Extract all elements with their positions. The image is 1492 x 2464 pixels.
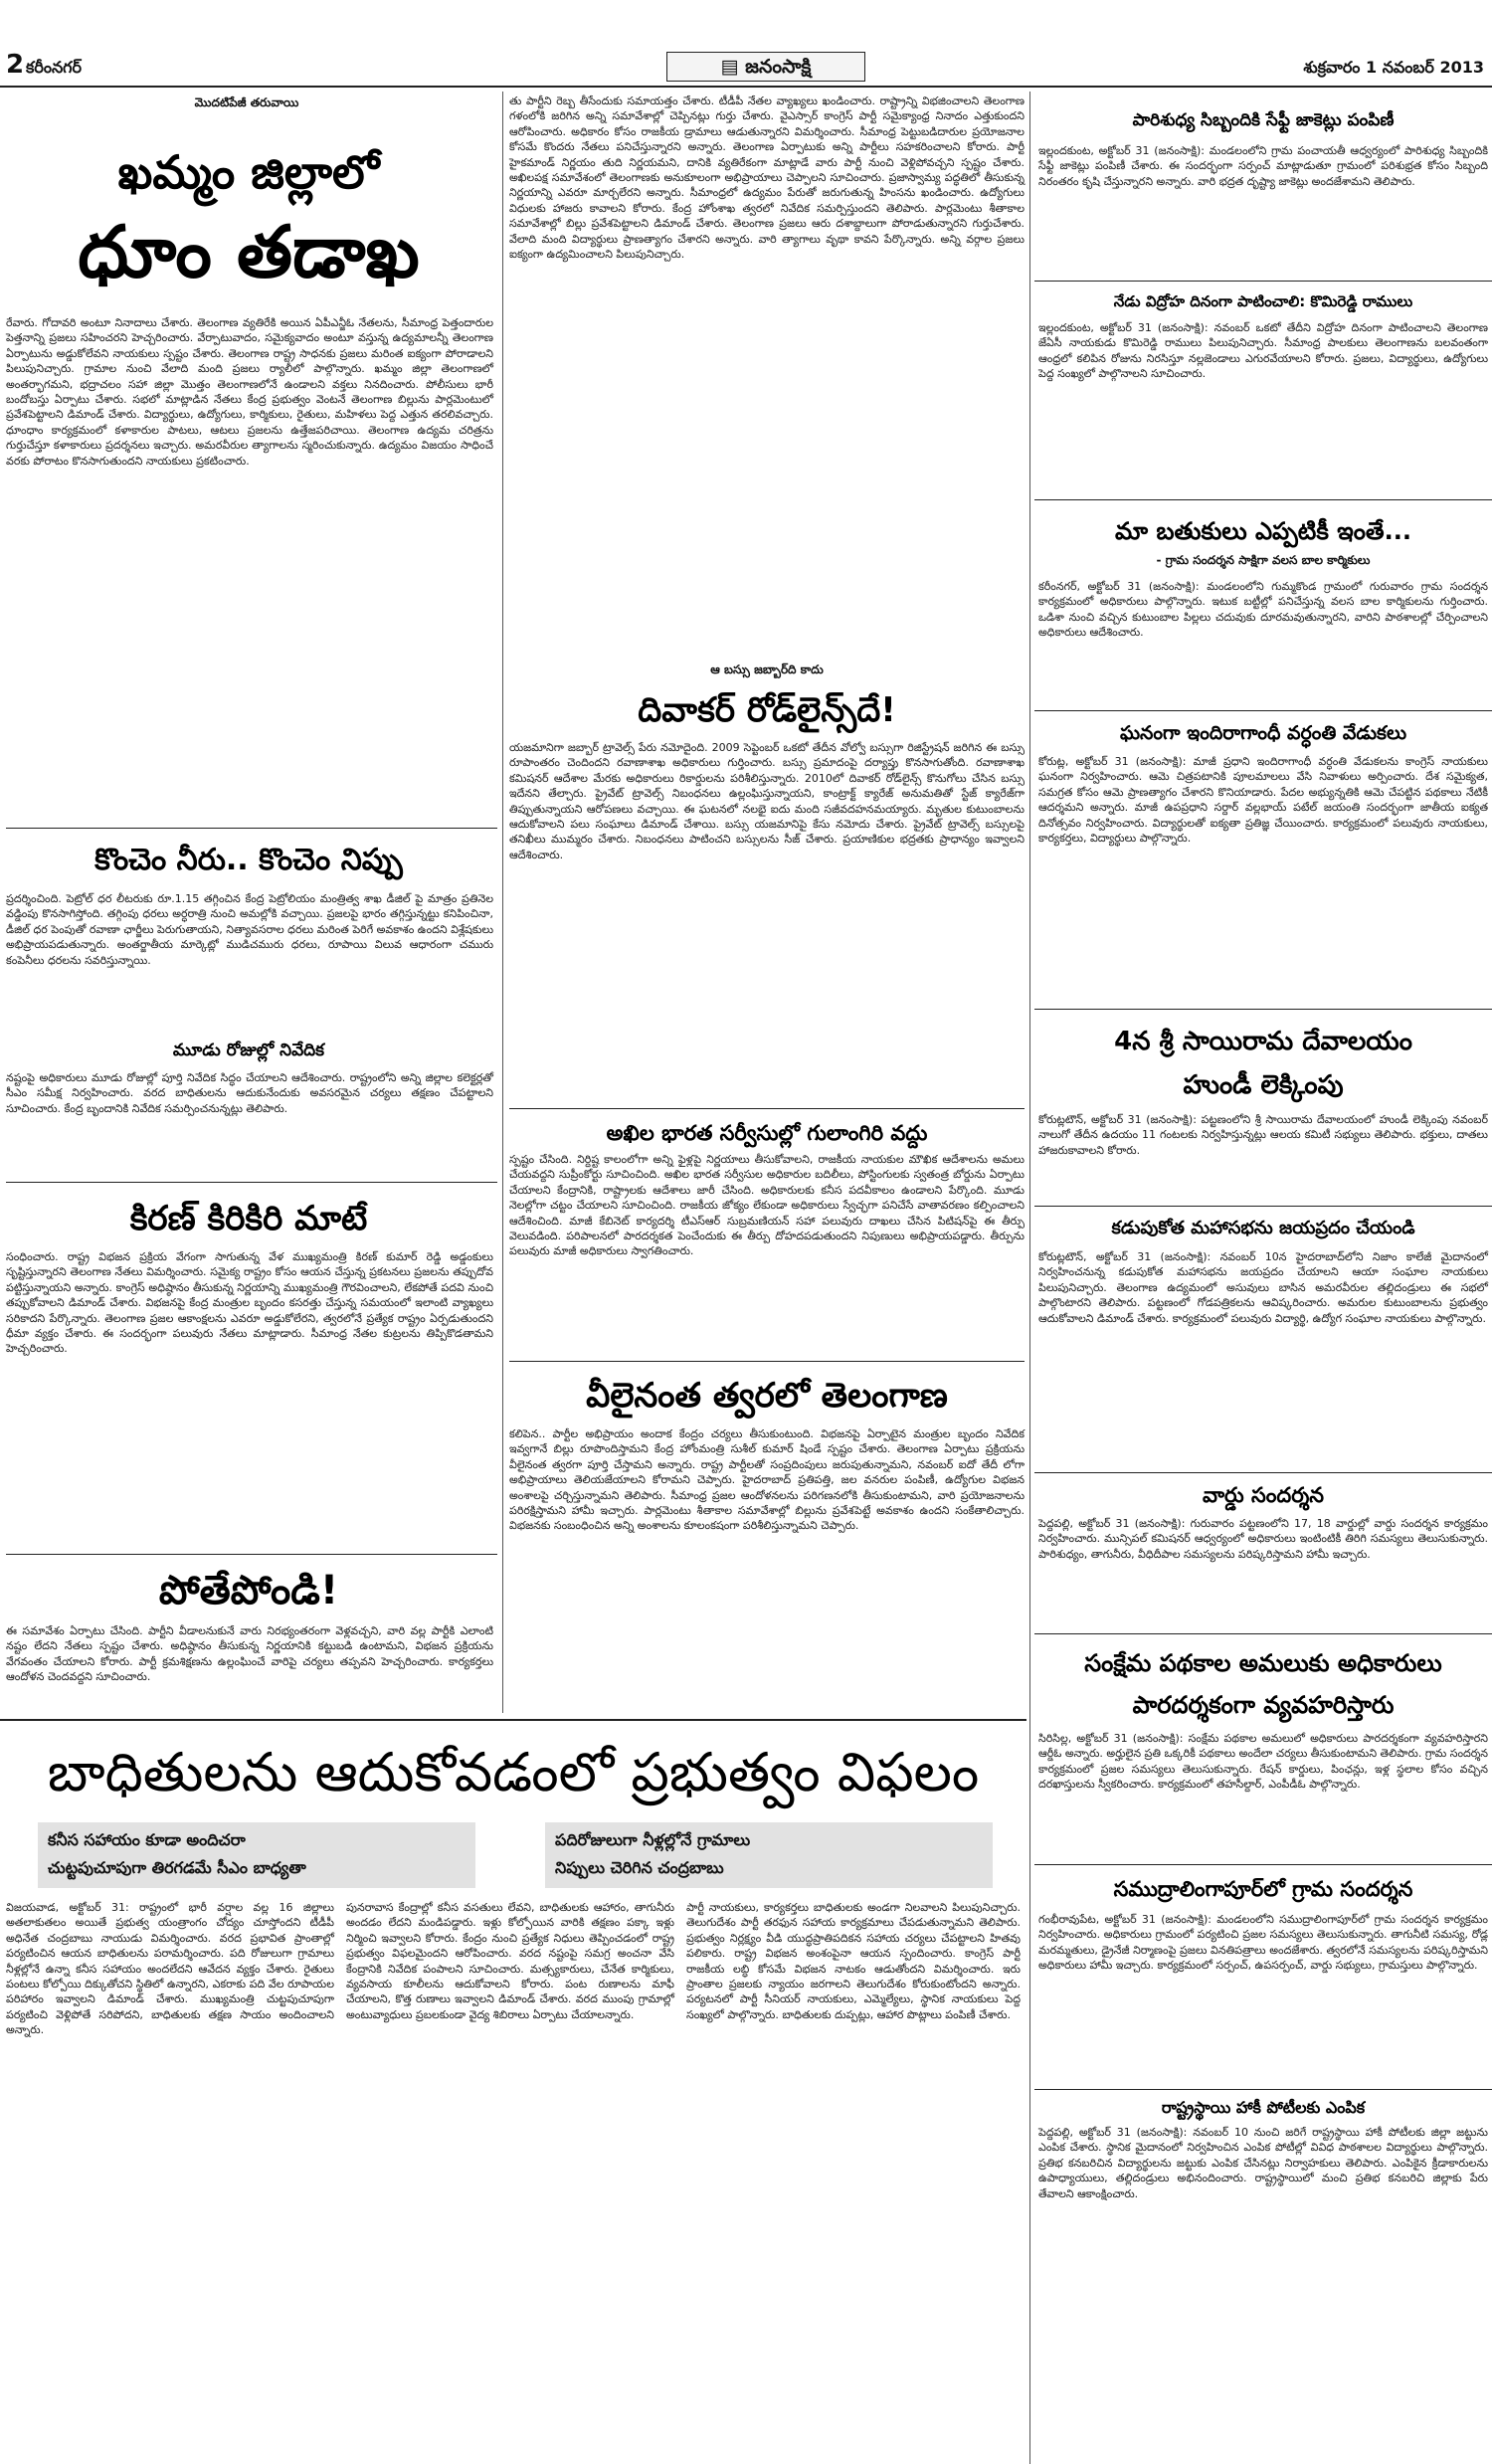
story-headline-line1: 4న శ్రీ సాయిరామ దేవాలయం <box>1114 1027 1412 1056</box>
story-body: కరీంనగర్, అక్టోబర్ 31 (జనంసాక్షి): మండలంలోని గుమ్మకొండ గ్రామంలో గురువారం గ్రామ సందర్శన కార్యక్రమంలో అధికారులు పాల్గొన్నారు. ఇటుక బట్టీల్లో పనిచేస్తున్న వలస బాల కార్మికులను గుర్తించారు. ఒడిశా నుంచి వచ్చిన కుటుంబాల పిల్లలు చదువుకు దూరమవుతున్నారని, వారిని పాఠశాలల్లో చేర్పించాలని అధికారులు ఆదేశించారు. <box>1038 580 1488 640</box>
article-pothepondi <box>0 1558 497 1713</box>
article-subhead: మూడు రోజుల్లో నివేదిక <box>172 1041 325 1060</box>
story-headline-line2: హుండీ లెక్కింపు <box>1183 1070 1344 1100</box>
article-kicker: ఆ బస్సు జబ్బార్‌ది కాదు <box>710 663 824 676</box>
story-headline: పారిశుధ్య సిబ్బందికి సేఫ్టీ జాకెట్లు పంపిణీ <box>1132 110 1395 130</box>
story-hundi-counting <box>1034 1011 1492 1206</box>
article-bus <box>507 661 1026 1108</box>
article-body: సంధించారు. రాష్ట్ర విభజన ప్రక్రియ వేగంగా సాగుతున్న వేళ ముఖ్యమంత్రి కిరణ్ కుమార్ రెడ్డి అడ్డంకులు సృష్టిస్తున్నారని తెలంగాణ నేతలు విమర్శించారు. సమైక్య రాష్ట్రం కోసం ఆయన చేస్తున్న ప్రకటనలు ప్రజలను తప్పుదోవ పట్టిస్తున్నాయని అన్నారు. కాంగ్రెస్ అధిష్ఠానం తీసుకున్న నిర్ణయాన్ని ముఖ్యమంత్రి గౌరవించాలని, లేకపోతే పదవి నుంచి తప్పుకోవాలని డిమాండ్ చేశారు. విభజనపై కేంద్ర మంత్రుల బృందం కసరత్తు చేస్తున్న సమయంలో ఇలాంటి వ్యాఖ్యలు సరికాదని పేర్కొన్నారు. తెలంగాణ ప్రజల ఆకాంక్షలను ఎవరూ అడ్డుకోలేరని, త్వరలోనే ప్రత్యేక రాష్ట్రం ఏర్పడుతుందని ధీమా వ్యక్తం చేశారు. ఈ సందర్భంగా పలువురు నేతలు మాట్లాడారు. సీమాంధ్ర నేతల కుట్రలను తిప్పికొడతామని హెచ్చరించారు. <box>6 1250 493 1356</box>
lead-subhead-box-left <box>38 1822 475 1888</box>
lead-subhead-line: కనీస సహాయం కూడా అందిచరా <box>48 1830 246 1849</box>
story-subhead: - గ్రామ సందర్శన సాక్షిగా వలస బాల కార్మికులు <box>1156 553 1371 567</box>
lead-headline: బాధితులను ఆదుకోవడంలో ప్రభుత్వం విఫలం <box>47 1741 980 1803</box>
story-headline-line2: పారదర్శకంగా వ్యవహరిస్తారు <box>1132 1691 1395 1719</box>
article-petrol <box>0 832 497 1090</box>
story-headline: రాష్ట్రస్థాయి హాకీ పోటీలకు ఎంపిక <box>1161 2098 1366 2117</box>
masthead <box>0 0 1492 80</box>
lead-subhead-line: పదిరోజులుగా నీళ్లల్లోనే గ్రామాలు <box>555 1830 751 1849</box>
article-body: రేవారు. గోదావరి అంటూ నినాదాలు చేశారు. తెలంగాణ వ్యతిరేకి అయిన ఏపీఎన్జీఓ నేతలను, సీమాంధ్ర పెత్తందారుల పెత్తనాన్ని ప్రజలు సహించరని హెచ్చరించారు. వేర్పాటువాదం, సమైక్యవాదం అంటూ వస్తున్న ఉద్యమాలన్నీ తెలంగాణ ఏర్పాటును అడ్డుకోలేవని నాయకులు స్పష్టం చేశారు. తెలంగాణ రాష్ట్ర సాధనకు ప్రజలు మరింత ఐక్యంగా పోరాడాలని పిలుపునిచ్చారు. గ్రామాల నుంచి వేలాది మంది ప్రజలు ర్యాలీలో పాల్గొన్నారు. ఖమ్మం జిల్లా తెలంగాణలో అంతర్భాగమని, భద్రాచలం సహా జిల్లా మొత్తం తెలంగాణలోనే ఉండాలని వక్తలు నినదించారు. పోలీసులు భారీ బందోబస్తు ఏర్పాటు చేశారు. సభలో మాట్లాడిన నేతలు కేంద్ర ప్రభుత్వం వెంటనే తెలంగాణ బిల్లును పార్లమెంటులో ప్రవేశపెట్టాలని డిమాండ్ చేశారు. విద్యార్థులు, ఉద్యోగులు, కార్మికులు, రైతులు, మహిళలు పెద్ద ఎత్తున తరలివచ్చారు. ధూంధాం కార్యక్రమంలో కళాకారుల పాటలు, ఆటలు ప్రజలను ఉత్తేజపరిచాయి. తెలంగాణ ఉద్యమ చరిత్రను గుర్తుచేస్తూ కళాకారులు ప్రదర్శనలు ఇచ్చారు. అమరవీరుల త్యాగాలను స్మరించుకున్నారు. ఉద్యమం విజయం సాధించే వరకు పోరాటం కొనసాగుతుందని నాయకులు ప్రకటించారు. <box>6 316 493 468</box>
story-body: ఇల్లందకుంట, అక్టోబర్ 31 (జనంసాక్షి): నవంబర్ ఒకటో తేదీని విద్రోహ దినంగా పాటించాలని తెలంగాణ జేఏసీ నాయకుడు కొమిరెడ్డి రాములు పిలుపునిచ్చారు. సీమాంధ్ర పాలకులు తెలంగాణను బలవంతంగా ఆంధ్రలో కలిపిన రోజును నిరసిస్తూ నల్లజెండాలు ఎగురవేయాలని కోరారు. ప్రజలు, విద్యార్థులు, ఉద్యోగులు పెద్ద సంఖ్యలో పాల్గొనాలని సూచించారు. <box>1038 321 1488 381</box>
story-welfare-schemes <box>1034 1635 1492 1864</box>
lead-body-col3: పార్టీ నాయకులు, కార్యకర్తలు బాధితులకు అండగా నిలవాలని పిలుపునిచ్చారు. తెలుగుదేశం పార్టీ తరఫున సహాయ కార్యక్రమాలు చేపడుతున్నామని తెలిపారు. ప్రభుత్వం నిర్లక్ష్యం వీడి యుద్ధప్రాతిపదికన సహాయ చర్యలు చేపట్టాలని హితవు పలికారు. రాష్ట్ర విభజన అంశంపైనా ఆయన స్పందించారు. కాంగ్రెస్ పార్టీ రాజకీయ లబ్ధి కోసమే విభజన నాటకం ఆడుతోందని విమర్శించారు. ఇరు ప్రాంతాల ప్రజలకు న్యాయం జరగాలని తెలుగుదేశం కోరుకుంటోందని అన్నారు. పర్యటనలో పార్టీ సీనియర్ నాయకులు, ఎమ్మెల్యేలు, స్థానిక నాయకులు పెద్ద సంఖ్యలో పాల్గొన్నారు. బాధితులకు దుప్పట్లు, ఆహార పొట్లాలు పంపిణీ చేశారు. <box>686 1901 1021 2021</box>
story-body: పెద్దపల్లి, అక్టోబర్ 31 (జనంసాక్షి): నవంబర్ 10 నుంచి జరిగే రాష్ట్రస్థాయి హాకీ పోటీలకు జిల్లా జట్టును ఎంపిక చేశారు. స్థానిక మైదానంలో నిర్వహించిన ఎంపిక పోటీల్లో వివిధ పాఠశాలల విద్యార్థులు పాల్గొన్నారు. ప్రతిభ కనబరిచిన విద్యార్థులను జట్టుకు ఎంపిక చేసినట్లు నిర్వాహకులు తెలిపారు. ఎంపికైన క్రీడాకారులను ఉపాధ్యాయులు, తల్లిదండ్రులు అభినందించారు. రాష్ట్రస్థాయిలో మంచి ప్రతిభ కనబరిచి జిల్లాకు పేరు తేవాలని ఆకాంక్షించారు. <box>1038 2126 1488 2200</box>
story-headline: కడుపుకోత మహాసభను జయప్రదం చేయండి <box>1111 1218 1415 1238</box>
article-headline: వీలైనంత త్వరలో తెలంగాణ <box>586 1376 948 1416</box>
logo-icon: ▤ <box>720 56 746 78</box>
story-body: పెద్దపల్లి, అక్టోబర్ 31 (జనంసాక్షి): గురువారం పట్టణంలోని 17, 18 వార్డుల్లో వార్డు సందర్శన కార్యక్రమం నిర్వహించారు. మున్సిపల్ కమిషనర్ ఆధ్వర్యంలో అధికారులు ఇంటింటికీ తిరిగి సమస్యలు తెలుసుకున్నారు. పారిశుధ్యం, తాగునీరు, వీధిదీపాల సమస్యలను పరిష్కరిస్తామని హామీ ఇచ్చారు. <box>1038 1517 1488 1561</box>
story-body: ఇల్లందకుంట, అక్టోబర్ 31 (జనంసాక్షి): మండలంలోని గ్రామ పంచాయతీ ఆధ్వర్యంలో పారిశుధ్య సిబ్బందికి సేఫ్టీ జాకెట్లు పంపిణీ చేశారు. ఈ సందర్భంగా సర్పంచ్ మాట్లాడుతూ గ్రామంలో పరిశుభ్రత కోసం సిబ్బంది నిరంతరం కృషి చేస్తున్నారని అన్నారు. వారి భద్రత దృష్ట్యా జాకెట్లు అందజేశామని తెలిపారు. <box>1038 144 1488 188</box>
story-headline: నేడు విద్రోహ దినంగా పాటించాలి: కొమిరెడ్డి రాములు <box>1113 292 1413 310</box>
lead-subhead-box-right <box>545 1822 993 1888</box>
article-body: స్పష్టం చేసింది. నిర్దిష్ట కాలంలోగా అన్ని ఫైళ్లపై నిర్ణయాలు తీసుకోవాలని, రాజకీయ నాయకుల మౌఖిక ఆదేశాలను అమలు చేయవద్దని సుప్రీంకోర్టు సూచించింది. అఖిల భారత సర్వీసుల అధికారుల బదిలీలు, పోస్టింగులకు స్వతంత్ర బోర్డును ఏర్పాటు చేయాలని కేంద్రానికి, రాష్ట్రాలకు ఆదేశాలు జారీ చేసింది. అధికారులకు కనీస పదవీకాలం ఉండాలని పేర్కొంది. మూడు నెలల్లోగా చట్టం చేయాలని సూచించింది. రాజకీయ జోక్యం లేకుండా అధికారులు స్వేచ్ఛగా పనిచేసే వాతావరణం కల్పించాలని ఆదేశించింది. మాజీ కేబినెట్ కార్యదర్శి టీఎస్ఆర్ సుబ్రమణియన్ సహా పలువురు దాఖలు చేసిన పిటిషన్‌పై ఈ తీర్పు వెలువడింది. పరిపాలనలో పారదర్శకత పెంచేందుకు ఈ తీర్పు దోహదపడుతుందని నిపుణులు అభిప్రాయపడ్డారు. తీర్పును పలువురు మాజీ అధికారులు స్వాగతించారు. <box>509 1153 1025 1258</box>
section-name: కరీంనగర్ <box>26 58 83 77</box>
story-village-visit <box>1034 1866 1492 2089</box>
story-headline: మా బతుకులు ఎప్పటికీ ఇంతే... <box>1115 517 1411 545</box>
story-betrayal-day <box>1034 283 1492 499</box>
story-body: గంభీరావుపేట, అక్టోబర్ 31 (జనంసాక్షి): మండలంలోని సముద్రాలింగాపూర్‌లో గ్రామ సందర్శన కార్యక్రమం నిర్వహించారు. అధికారులు గ్రామంలో పర్యటించి ప్రజల సమస్యలు తెలుసుకున్నారు. తాగునీటి సమస్య, రోడ్ల మరమ్మతులు, డ్రైనేజీ నిర్మాణంపై ప్రజలు వినతిపత్రాలు అందజేశారు. త్వరలోనే సమస్యలను పరిష్కరిస్తామని అధికారులు హామీ ఇచ్చారు. కార్యక్రమంలో సర్పంచ్, ఉపసర్పంచ్, వార్డు సభ్యులు, గ్రామస్తులు పాల్గొన్నారు. <box>1038 1913 1488 1973</box>
lead-subhead-line: నిప్పులు చెరిగిన చంద్రబాబు <box>555 1858 724 1877</box>
article-body: ప్రదర్శించింది. పెట్రోల్ ధర లీటరుకు రూ.1.15 తగ్గించిన కేంద్ర పెట్రోలియం మంత్రిత్వ శాఖ డీజిల్ పై మాత్రం ప్రతినెల వడ్డింపు కొనసాగిస్తోంది. తగ్గింపు ధరలు అర్ధరాత్రి నుంచి అమల్లోకి వచ్చాయి. ప్రజలపై భారం తగ్గిస్తున్నట్టు కనిపించినా, డీజిల్ ధర పెంపుతో రవాణా ఛార్జీలు పెరుగుతాయని, నిత్యావసరాల ధరలు మరింత పెరిగే అవకాశం ఉందని విశ్లేషకులు అభిప్రాయపడుతున్నారు. అంతర్జాతీయ మార్కెట్లో ముడిచమురు ధరలు, రూపాయి విలువ ఆధారంగా చమురు కంపెనీలు ధరలను సవరిస్తున్నాయి. <box>6 892 493 967</box>
article-ias <box>507 1112 1026 1361</box>
story-headline: సముద్రాలింగాపూర్‌లో గ్రామ సందర్శన <box>1113 1877 1413 1901</box>
article-telangana-soon <box>507 1365 1026 1713</box>
article-headline-line2: ధూం తడాఖ <box>78 210 420 293</box>
masthead-logo <box>666 52 865 82</box>
article-headline: కిరణ్ కిరికిరి మాటే <box>129 1199 368 1238</box>
article-headline: కొంచెం నీరు.. కొంచెం నిప్పు <box>94 843 403 877</box>
story-headline-line1: సంక్షేమ పథకాల అమలుకు అధికారులు <box>1084 1649 1442 1677</box>
article-kiran <box>0 1186 497 1554</box>
article-body: యజమానిగా జబ్బార్ ట్రావెల్స్ పేరు నమోదైంది. 2009 సెప్టెంబర్ ఒకటో తేదీన వోల్వో బస్సుగా రిజిస్ట్రేషన్ జరిగిన ఈ బస్సు రూపాంతరం చెందిందని రవాణాశాఖ అధికారులు గుర్తించారు. బస్సు ప్రమాదంపై దర్యాప్తు కొనసాగుతోంది. రవాణాశాఖ కమిషనర్ ఆదేశాల మేరకు అధికారులు రికార్డులను పరిశీలిస్తున్నారు. 2010లో దివాకర్ రోడ్‌లైన్స్ కొనుగోలు చేసిన బస్సు ఇదేనని తేల్చారు. ప్రైవేట్ ట్రావెల్స్ నిబంధనలు ఉల్లంఘిస్తున్నాయని, కాంట్రాక్ట్ క్యారేజ్ అనుమతితో స్టేజ్ క్యారేజ్‌గా తిప్పుతున్నాయని ఆరోపణలు వచ్చాయి. ఈ ఘటనలో నలభై ఐదు మంది సజీవదహనమయ్యారు. మృతుల కుటుంబాలను ఆదుకోవాలని పలు సంఘాలు డిమాండ్ చేశాయి. బస్సు యజమానిపై కేసు నమోదు చేశారు. ప్రైవేట్ ట్రావెల్స్ బస్సులపై తనిఖీలు ముమ్మరం చేశారు. నిబంధనలు పాటించని బస్సులను సీజ్ చేశారు. ప్రయాణికుల భద్రతకు ప్రాధాన్యం ఇవ్వాలని ఆదేశించారు. <box>509 741 1025 861</box>
lead-subhead-line: చుట్టపుచూపుగా తిరగడమే సీఎం బాధ్యతా <box>48 1858 306 1877</box>
lead-story <box>0 1723 1026 2464</box>
article-kicker: మొదటిపేజీ తరువాయి <box>194 95 299 109</box>
story-body: కోరుట్లటౌన్, అక్టోబర్ 31 (జనంసాక్షి): నవంబర్ 10న హైదరాబాద్‌లోని నిజాం కాలేజీ మైదానంలో నిర్వహించనున్న కడుపుకోత మహాసభను జయప్రదం చేయాలని ఆయా సంఘాల నాయకులు పిలుపునిచ్చారు. తెలంగాణ ఉద్యమంలో అసువులు బాసిన అమరవీరుల తల్లిదండ్రులు ఈ సభలో పాల్గొంటారని తెలిపారు. పట్టణంలో గోడపత్రికలను ఆవిష్కరించారు. అమరుల కుటుంబాలను ప్రభుత్వం ఆదుకోవాలని డిమాండ్ చేశారు. కార్యక్రమంలో పలువురు విద్యార్థి, ఉద్యోగ సంఘాల నాయకులు పాల్గొన్నారు. <box>1038 1250 1488 1325</box>
lead-body-col2: పునరావాస కేంద్రాల్లో కనీస వసతులు లేవని, బాధితులకు ఆహారం, తాగునీరు అందడం లేదని మండిపడ్డారు. ఇళ్లు కోల్పోయిన వారికి తక్షణం పక్కా ఇళ్లు నిర్మించి ఇవ్వాలని కోరారు. కేంద్రం నుంచి ప్రత్యేక నిధులు తెప్పించడంలో రాష్ట్ర ప్రభుత్వం విఫలమైందని ఆరోపించారు. వరద నష్టంపై సమగ్ర అంచనా వేసి కేంద్రానికి నివేదిక పంపాలని సూచించారు. మత్స్యకారులు, చేనేత కార్మికులు, వ్యవసాయ కూలీలను ఆదుకోవాలని కోరారు. పంట రుణాలను మాఫీ చేయాలని, కొత్త రుణాలు ఇవ్వాలని డిమాండ్ చేశారు. వరద ముంపు గ్రామాల్లో అంటువ్యాధులు ప్రబలకుండా వైద్య శిబిరాలు ఏర్పాటు చేయాలన్నారు. <box>346 1901 674 2021</box>
article-headline: పోతేపోండి! <box>158 1568 339 1613</box>
article-body-report: నష్టంపై అధికారులు మూడు రోజుల్లో పూర్తి నివేదిక సిద్ధం చేయాలని ఆదేశించారు. రాష్ట్రంలోని అన్ని జిల్లాల కలెక్టర్లతో సీఎం సమీక్ష నిర్వహించారు. వరద బాధితులను ఆదుకునేందుకు అవసరమైన చర్యలు తక్షణం చేపట్టాలని సూచించారు. కేంద్ర బృందానికి నివేదిక సమర్పించనున్నట్లు తెలిపారు. <box>6 1071 493 1115</box>
story-headline: ఘనంగా ఇందిరాగాంధీ వర్ధంతి వేడుకలు <box>1119 722 1407 744</box>
article-headline: దివాకర్ రోడ్‌లైన్స్‌దే! <box>638 690 896 730</box>
story-ward-visit <box>1034 1474 1492 1633</box>
article-body: ఈ సమావేశం ఏర్పాటు చేసింది. పార్టీని వీడాలనుకునే వారు నిరభ్యంతరంగా వెళ్లవచ్చని, వారి వల్ల పార్టీకి ఎలాంటి నష్టం లేదని నేతలు స్పష్టం చేశారు. అధిష్ఠానం తీసుకున్న నిర్ణయానికి కట్టుబడి ఉంటామని, విభజన ప్రక్రియను వేగవంతం చేయాలని కోరారు. పార్టీ క్రమశిక్షణను ఉల్లంఘించే వారిపై చర్యలు తప్పవని హెచ్చరించారు. కార్యకర్తలు ఆందోళన చెందవద్దని సూచించారు. <box>6 1624 493 1684</box>
issue-date: శుక్రవారం 1 నవంబర్ 2013 <box>1303 58 1484 77</box>
article-body: కలిపెన.. పార్టీల అభిప్రాయం అందాక కేంద్రం చర్యలు తీసుకుంటుంది. విభజనపై ఏర్పాటైన మంత్రుల బృందం నివేదిక ఇవ్వగానే బిల్లు రూపొందిస్తామని కేంద్ర హోంమంత్రి సుశీల్ కుమార్ షిండే స్పష్టం చేశారు. తెలంగాణ ఏర్పాటు ప్రక్రియను వీలైనంత త్వరగా పూర్తి చేస్తామని అన్నారు. రాష్ట్ర పార్టీలతో సంప్రదింపులు జరుపుతున్నామని, నవంబర్ ఐదో తేదీ లోగా అభిప్రాయాలు తెలియజేయాలని కోరామని చెప్పారు. హైదరాబాద్ ప్రతిపత్తి, జల వనరుల పంపిణీ, ఉద్యోగుల విభజన అంశాలపై చర్చిస్తున్నామని తెలిపారు. సీమాంధ్ర ప్రజల ఆందోళనలను పరిగణనలోకి తీసుకుంటామని, వారి ప్రయోజనాలను పరిరక్షిస్తామని హామీ ఇచ్చారు. పార్లమెంటు శీతాకాల సమావేశాల్లో బిల్లును ప్రవేశపెట్టే అవకాశం ఉందని సంకేతాలిచ్చారు. విభజనకు సంబంధించిన అన్ని అంశాలను కూలంకషంగా పరిశీలిస్తున్నామని చెప్పారు. <box>509 1427 1025 1533</box>
story-headline: వార్డు సందర్శన <box>1202 1483 1325 1507</box>
logo-text: జనంసాక్షి <box>745 56 812 78</box>
page-number: 2 <box>6 50 25 80</box>
story-body: కోరుట్ల, అక్టోబర్ 31 (జనంసాక్షి): మాజీ ప్రధాని ఇందిరాగాంధీ వర్ధంతి వేడుకలను కాంగ్రెస్ నాయకులు ఘనంగా నిర్వహించారు. ఆమె చిత్రపటానికి పూలమాలలు వేసి నివాళులు అర్పించారు. దేశ సమైక్యత, సమగ్రత కోసం ఆమె ప్రాణత్యాగం చేశారని కొనియాడారు. పేదల అభ్యున్నతికి ఆమె చేపట్టిన పథకాలు నేటికీ ఆదర్శమని అన్నారు. మాజీ ఉపప్రధాని సర్దార్ వల్లభాయ్ పటేల్ జయంతి సందర్భంగా జాతీయ ఐక్యత దినోత్సవం నిర్వహించారు. విద్యార్థులతో ఐక్యతా ప్రతిజ్ఞ చేయించారు. కార్యక్రమంలో పలువురు నాయకులు, కార్యకర్తలు, విద్యార్థులు పాల్గొన్నారు. <box>1038 755 1488 846</box>
story-safety-jackets <box>1034 92 1492 281</box>
story-body: కోరుట్లటౌన్, అక్టోబర్ 31 (జనంసాక్షి): పట్టణంలోని శ్రీ సాయిరామ దేవాలయంలో హుండీ లెక్కింపు నవంబర్ నాలుగో తేదీన ఉదయం 11 గంటలకు నిర్వహిస్తున్నట్లు ఆలయ కమిటీ సభ్యులు తెలిపారు. భక్తులు, దాతలు హాజరుకావాలని కోరారు. <box>1038 1113 1488 1157</box>
story-child-labour <box>1034 501 1492 710</box>
story-mahasabha <box>1034 1208 1492 1472</box>
article-khammam <box>0 92 497 828</box>
story-hockey-selection <box>1034 2091 1492 2464</box>
story-body: సిరిసిల్ల, అక్టోబర్ 31 (జనంసాక్షి): సంక్షేమ పథకాల అమలులో అధికారులు పారదర్శకంగా వ్యవహరిస్తారని ఆర్డీఓ అన్నారు. అర్హులైన ప్రతి ఒక్కరికీ పథకాలు అందేలా చర్యలు తీసుకుంటామని తెలిపారు. గ్రామ సందర్శన కార్యక్రమంలో ప్రజల సమస్యలు తెలుసుకున్నారు. రేషన్ కార్డులు, పింఛన్లు, ఇళ్ల స్థలాల కోసం వచ్చిన దరఖాస్తులను స్వీకరించారు. కార్యక్రమంలో తహసీల్దార్, ఎంపీడీఓ పాల్గొన్నారు. <box>1038 1732 1488 1792</box>
lead-body-col1: విజయవాడ, అక్టోబర్ 31: రాష్ట్రంలో భారీ వర్షాల వల్ల 16 జిల్లాలు అతలాకుతలం అయితే ప్రభుత్వ యంత్రాంగం చోద్యం చూస్తోందని టీడీపీ అధినేత చంద్రబాబు నాయుడు విమర్శించారు. వరద ప్రభావిత ప్రాంతాల్లో పర్యటించిన ఆయన బాధితులను పరామర్శించారు. పది రోజులుగా గ్రామాలు నీళ్లల్లోనే ఉన్నా కనీస సహాయం అందలేదని ఆవేదన వ్యక్తం చేశారు. రైతులు పంటలు కోల్పోయి దిక్కుతోచని స్థితిలో ఉన్నారని, ఎకరాకు పది వేల రూపాయల పరిహారం ఇవ్వాలని డిమాండ్ చేశారు. ముఖ్యమంత్రి చుట్టపుచూపుగా పర్యటించి వెళ్లిపోతే సరిపోదని, బాధితులకు తక్షణ సాయం అందించాలని అన్నారు. <box>6 1901 334 2037</box>
article-headline: అఖిల భారత సర్వీసుల్లో గులాంగిరి వద్దు <box>606 1121 928 1145</box>
article-continued-body: తు పార్టీని రెబ్బ తీసేందుకు సమాయత్తం చేశారు. టీడీపీ నేతల వ్యాఖ్యలు ఖండించారు. రాష్ట్రాన్ని విభజించాలని తెలంగాణ గళంలోకి జరిగిన అన్ని సమావేశాల్లో చెప్పినట్లు గుర్తు చేశారు. వైఎస్సార్ కాంగ్రెస్ పార్టీ సమైక్యాంధ్ర నినాదం ఎత్తుకుందని ఆరోపించారు. అధికారం కోసం రాజకీయ డ్రామాలు ఆడుతున్నారని విమర్శించారు. సీమాంధ్ర పెట్టుబడిదారుల ప్రయోజనాల కోసమే కొందరు నేతలు పనిచేస్తున్నారని అన్నారు. తెలంగాణ ఏర్పాటుకు అన్ని పార్టీలు సహకరించాలని కోరారు. పార్టీ హైకమాండ్ నిర్ణయం తుది నిర్ణయమని, దానికి వ్యతిరేకంగా మాట్లాడే వారు పార్టీ నుంచి వెళ్లిపోవచ్చని స్పష్టం చేశారు. అఖిలపక్ష సమావేశంలో తెలంగాణకు అనుకూలంగా అభిప్రాయాలు చెప్పాలని సూచించారు. ప్రజాస్వామ్య పద్ధతిలో తీసుకున్న నిర్ణయాన్ని ఎవరూ మార్చలేరని అన్నారు. సీమాంధ్రలో ఉద్యమం పేరుతో జరుగుతున్న హింసను ఖండించారు. ఉద్యోగులు విధులకు హాజరు కావాలని కోరారు. కేంద్ర హోంశాఖ త్వరలో నివేదిక సమర్పిస్తుందని తెలిపారు. పార్లమెంటు శీతాకాల సమావేశాల్లో బిల్లు ప్రవేశపెట్టాలని డిమాండ్ చేశారు. తెలంగాణ ప్రజలు ఆరు దశాబ్దాలుగా పోరాడుతున్నారని గుర్తుచేశారు. వేలాది మంది విద్యార్థులు ప్రాణత్యాగం చేశారని అన్నారు. వారి త్యాగాలు వృథా కావని పేర్కొన్నారు. అన్ని వర్గాల ప్రజలు ఐక్యంగా ఉద్యమించాలని పిలుపునిచ్చారు. <box>509 95 1025 262</box>
story-indira-anniversary <box>1034 712 1492 1009</box>
article-headline-line1: ఖమ్మం జిల్లాలో <box>117 145 380 199</box>
